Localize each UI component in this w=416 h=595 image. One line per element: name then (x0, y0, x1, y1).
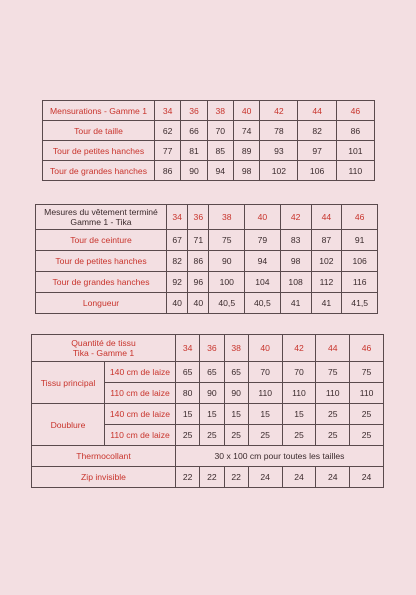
table-cell: 15 (200, 404, 224, 425)
table-cell: 40,5 (209, 293, 245, 314)
table-cell: 70 (248, 362, 282, 383)
size-header: 36 (181, 101, 207, 121)
size-header: 34 (167, 205, 188, 230)
table-cell: 104 (245, 272, 281, 293)
table-cell: 112 (311, 272, 342, 293)
table-row (36, 272, 378, 293)
table-cell: 15 (248, 404, 282, 425)
size-header: 44 (316, 335, 350, 362)
table-cell: 41 (280, 293, 311, 314)
table-cell: 40 (167, 293, 188, 314)
table-title-line: Mesures du vêtement terminé (44, 207, 158, 217)
table-cell: 41 (311, 293, 342, 314)
size-header: 46 (336, 101, 374, 121)
table-cell: 41,5 (342, 293, 378, 314)
table-cell: 75 (350, 362, 384, 383)
table-cell: 100 (209, 272, 245, 293)
table-cell: 24 (316, 467, 350, 488)
table-cell: 90 (181, 161, 207, 181)
table-cell: 66 (181, 121, 207, 141)
table-cell: 82 (298, 121, 336, 141)
group-label: Tissu principal (32, 362, 105, 404)
mensurations-table (42, 100, 375, 181)
table-cell: 90 (200, 383, 224, 404)
size-header: 36 (188, 205, 209, 230)
table-cell: 108 (280, 272, 311, 293)
table-cell: 65 (224, 362, 248, 383)
table-cell: 22 (200, 467, 224, 488)
table-cell: 40,5 (245, 293, 281, 314)
row-label: Tour de petites hanches (36, 251, 167, 272)
table-cell: 101 (336, 141, 374, 161)
table-cell: 98 (233, 161, 259, 181)
table-cell: 116 (342, 272, 378, 293)
table-cell: 70 (282, 362, 316, 383)
size-header: 44 (311, 205, 342, 230)
size-header: 34 (155, 101, 181, 121)
table-cell: 90 (209, 251, 245, 272)
size-header: 34 (176, 335, 200, 362)
table-row (32, 446, 384, 467)
table-row (43, 141, 375, 161)
table-cell: 94 (245, 251, 281, 272)
table-cell: 106 (298, 161, 336, 181)
table-cell: 25 (316, 404, 350, 425)
table-cell: 83 (280, 230, 311, 251)
table-header-row (43, 101, 375, 121)
table-cell: 25 (282, 425, 316, 446)
table-cell: 92 (167, 272, 188, 293)
table-cell: 94 (207, 161, 233, 181)
table-cell: 71 (188, 230, 209, 251)
size-header: 38 (207, 101, 233, 121)
table-title: Mensurations - Gamme 1 (43, 101, 155, 121)
size-header: 42 (280, 205, 311, 230)
size-header: 38 (209, 205, 245, 230)
table-cell: 97 (298, 141, 336, 161)
table-title-line: Gamme 1 - Tika (70, 217, 132, 227)
row-label: Longueur (36, 293, 167, 314)
table-cell: 25 (350, 425, 384, 446)
row-label: Tour de petites hanches (43, 141, 155, 161)
table-cell: 24 (350, 467, 384, 488)
table-cell: 86 (155, 161, 181, 181)
table-cell: 110 (316, 383, 350, 404)
table-cell: 110 (350, 383, 384, 404)
table-row (36, 251, 378, 272)
row-sublabel: 140 cm de laize (105, 362, 176, 383)
table-cell: 90 (224, 383, 248, 404)
table-row (32, 362, 384, 383)
table-cell: 110 (248, 383, 282, 404)
table-cell: 67 (167, 230, 188, 251)
table-title-line: Quantité de tissu (71, 338, 136, 348)
table-cell: 86 (336, 121, 374, 141)
size-header: 46 (342, 205, 378, 230)
row-label: Tour de ceinture (36, 230, 167, 251)
table-cell: 75 (316, 362, 350, 383)
table-cell: 25 (316, 425, 350, 446)
table-cell: 98 (280, 251, 311, 272)
table-cell: 89 (233, 141, 259, 161)
table-cell: 81 (181, 141, 207, 161)
table-row (43, 121, 375, 141)
size-header: 42 (260, 101, 298, 121)
row-sublabel: 110 cm de laize (105, 383, 176, 404)
table-cell: 62 (155, 121, 181, 141)
table-cell: 70 (207, 121, 233, 141)
size-header: 40 (245, 205, 281, 230)
row-label: Tour de grandes hanches (43, 161, 155, 181)
size-header: 40 (233, 101, 259, 121)
size-header: 38 (224, 335, 248, 362)
table-cell: 91 (342, 230, 378, 251)
table-cell: 15 (176, 404, 200, 425)
table-cell: 74 (233, 121, 259, 141)
table-cell: 75 (209, 230, 245, 251)
row-label: Zip invisible (32, 467, 176, 488)
group-label: Doublure (32, 404, 105, 446)
fabric-quantity-table (31, 334, 384, 488)
table-cell: 25 (350, 404, 384, 425)
row-label: Tour de taille (43, 121, 155, 141)
size-header: 36 (200, 335, 224, 362)
row-label: Tour de grandes hanches (36, 272, 167, 293)
row-sublabel: 140 cm de laize (105, 404, 176, 425)
size-header: 44 (298, 101, 336, 121)
table-cell: 110 (282, 383, 316, 404)
table-cell: 30 x 100 cm pour toutes les tailles (176, 446, 384, 467)
table-title-line: Tika - Gamme 1 (72, 348, 135, 358)
table-row (36, 230, 378, 251)
table-cell: 22 (224, 467, 248, 488)
size-header: 40 (248, 335, 282, 362)
table-cell: 40 (188, 293, 209, 314)
table-row (32, 467, 384, 488)
table-cell: 77 (155, 141, 181, 161)
table-cell: 80 (176, 383, 200, 404)
table-cell: 102 (260, 161, 298, 181)
table-header-row (36, 205, 378, 230)
table-cell: 110 (336, 161, 374, 181)
table-cell: 22 (176, 467, 200, 488)
table-cell: 25 (248, 425, 282, 446)
table-title (32, 335, 176, 362)
table-header-row (32, 335, 384, 362)
table-row (36, 293, 378, 314)
table-cell: 102 (311, 251, 342, 272)
table-cell: 93 (260, 141, 298, 161)
table-cell: 24 (282, 467, 316, 488)
table-cell: 65 (176, 362, 200, 383)
size-header: 42 (282, 335, 316, 362)
table-cell: 85 (207, 141, 233, 161)
row-sublabel: 110 cm de laize (105, 425, 176, 446)
table-row (32, 404, 384, 425)
garment-measurements-table (35, 204, 378, 314)
table-cell: 87 (311, 230, 342, 251)
table-cell: 82 (167, 251, 188, 272)
table-cell: 79 (245, 230, 281, 251)
table-cell: 25 (224, 425, 248, 446)
table-cell: 15 (282, 404, 316, 425)
table-cell: 86 (188, 251, 209, 272)
table-cell: 78 (260, 121, 298, 141)
table-cell: 24 (248, 467, 282, 488)
table-cell: 25 (200, 425, 224, 446)
table-cell: 96 (188, 272, 209, 293)
table-cell: 15 (224, 404, 248, 425)
table-row (43, 161, 375, 181)
row-label: Thermocollant (32, 446, 176, 467)
table-cell: 25 (176, 425, 200, 446)
table-cell: 65 (200, 362, 224, 383)
table-cell: 106 (342, 251, 378, 272)
size-header: 46 (350, 335, 384, 362)
table-title (36, 205, 167, 230)
